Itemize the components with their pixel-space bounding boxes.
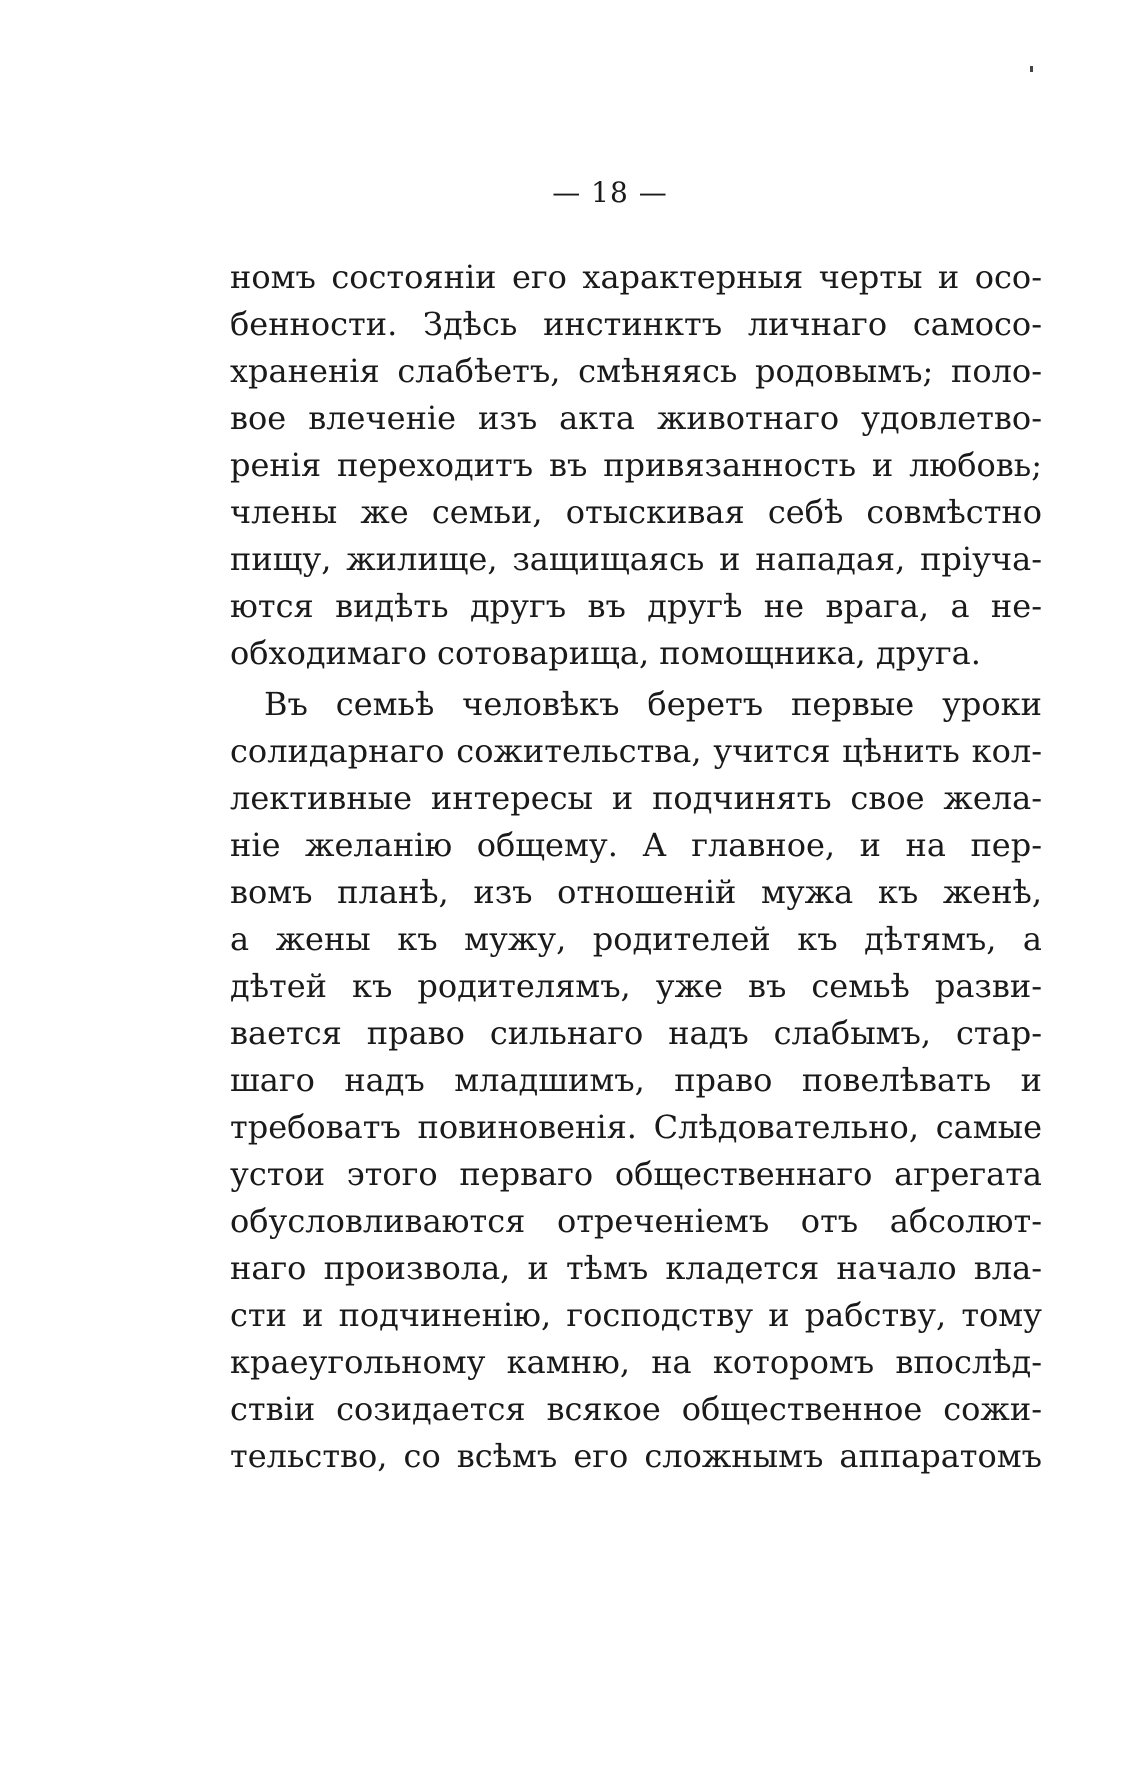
text-line: номъ состояніи его характерныя черты и осо- (230, 258, 1042, 296)
text-line: требоватъ повиновенія. Слѣдовательно, самые (230, 1108, 1042, 1146)
text-line: шаго надъ младшимъ, право повелѣвать и (230, 1061, 1042, 1099)
text-line: наго произвола, и тѣмъ кладется начало вла- (230, 1249, 1042, 1287)
page-number: — 18 — (552, 176, 668, 209)
text-line: устои этого перваго общественнаго агрегата (230, 1155, 1042, 1193)
text-line: вомъ планѣ, изъ отношеній мужа къ женѣ, (230, 873, 1042, 911)
text-line: дѣтей къ родителямъ, уже въ семьѣ разви- (230, 967, 1042, 1005)
text-line: краеугольному камню, на которомъ впослѣд- (230, 1343, 1042, 1381)
text-line: пищу, жилище, защищаясь и нападая, пріуча- (230, 540, 1042, 578)
page-speck (1030, 66, 1033, 72)
text-line: храненія слабѣетъ, смѣняясь родовымъ; поло- (230, 352, 1042, 390)
text-line: ніе желанію общему. А главное, и на пер- (230, 826, 1042, 864)
text-line: бенности. Здѣсь инстинктъ личнаго самосо- (230, 305, 1042, 343)
text-line: члены же семьи, отыскивая себѣ совмѣстно (230, 493, 1042, 531)
paragraph-2 (230, 681, 1042, 1480)
text-line: ренія переходитъ въ привязанность и любовь; (230, 446, 1042, 484)
text-line: вается право сильнаго надъ слабымъ, стар- (230, 1014, 1042, 1052)
body-text (230, 254, 1042, 1480)
text-line: Въ семьѣ человѣкъ беретъ первые уроки (264, 685, 1042, 723)
text-line: вое влеченіе изъ акта животнаго удовлетво- (230, 399, 1042, 437)
text-line: обходимаго сотоварища, помощника, друга. (230, 634, 981, 672)
text-line: ются видѣть другъ въ другѣ не врага, а не- (230, 587, 1042, 625)
text-line: а жены къ мужу, родителей къ дѣтямъ, а (230, 920, 1042, 958)
text-line: солидарнаго сожительства, учится цѣнить кол- (230, 732, 1042, 770)
text-line: сти и подчиненію, господству и рабству, тому (230, 1296, 1042, 1334)
paragraph-1 (230, 254, 1042, 677)
text-line: лективные интересы и подчинять свое жела- (230, 779, 1042, 817)
text-line: тельство, со всѣмъ его сложнымъ аппаратомъ (230, 1437, 1042, 1475)
text-line: ствіи созидается всякое общественное сожи- (230, 1390, 1042, 1428)
text-line: обусловливаются отреченіемъ отъ абсолют- (230, 1202, 1042, 1240)
